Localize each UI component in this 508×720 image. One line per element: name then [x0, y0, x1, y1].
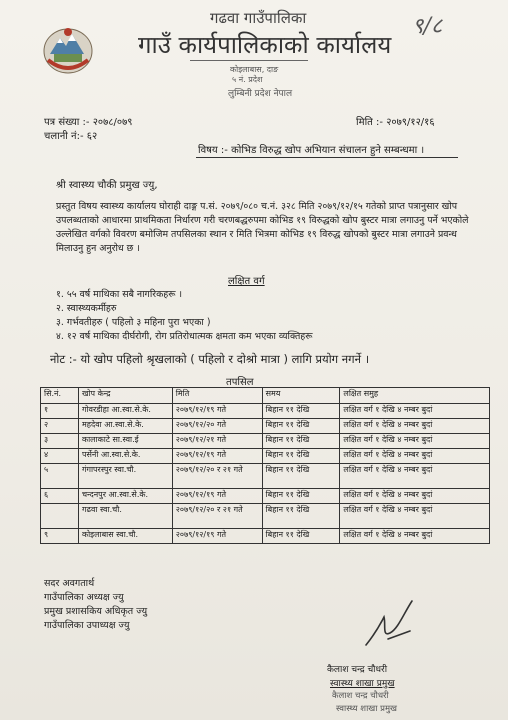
- cc-item: गाउँपालिका अध्यक्ष ज्यु: [44, 592, 124, 603]
- table-cell: ३: [41, 434, 79, 449]
- column-header: लक्षित समुह: [340, 388, 490, 404]
- column-header: मिति: [172, 388, 262, 404]
- subject-line: विषय :- कोभिड विरुद्ध खोप अभियान संचालन हुने सम्बन्धमा ।: [198, 145, 425, 156]
- table-cell: लक्षित वर्ग १ देखि ४ नम्बर बुदां: [340, 504, 490, 529]
- letter-number: पत्र संख्या :- २०७८/०७९: [44, 117, 133, 128]
- table-cell: बिहान ११ देखि: [262, 449, 340, 464]
- cc-block: [44, 577, 147, 633]
- table-cell: लक्षित वर्ग १ देखि ४ नम्बर बुदां: [340, 489, 490, 504]
- table-cell: लक्षित वर्ग १ देखि ४ नम्बर बुदां: [340, 464, 490, 489]
- table-row: [41, 464, 490, 489]
- table-cell: बिहान ११ देखि: [262, 404, 340, 419]
- table-cell: चन्दनपुर आ.स्वा.से.के.: [78, 489, 172, 504]
- header-divider: [190, 60, 308, 61]
- cc-heading: सदर अवगतार्थ: [44, 578, 95, 589]
- table-cell: बिहान ११ देखि: [262, 464, 340, 489]
- nepal-emblem-icon: [40, 24, 96, 76]
- table-header-row: [41, 388, 490, 404]
- body-paragraph: प्रस्तुत विषय स्वास्थ्य कार्यालय घोराही दाङ्ग प.सं. २०७९/०८० च.नं. ३२८ मिति २०७९/१२/१५ गतेको प्राप्त पत्रानुसार खोप उपलब्धताको आधारमा प्राथमिकता निर्धारण गरी चरणबद्धरुपमा कोभिड १९ विरुद्धको खोप बुस्टर मात्रा लगाउनु पर्ने भएकोले उल्लेखित वर्गको विवरण बमोजिम तपसिलका स्थान र मिति भित्रमा कोभिड १९ विरुद्ध खोपको बुस्टर मात्रा लगाउने प्रवन्ध मिलाउनु हुन अनुरोध छ ।: [56, 201, 469, 254]
- table-row: [41, 404, 490, 419]
- table-row: [41, 434, 490, 449]
- table-cell: ५: [41, 464, 79, 489]
- column-header: खोप केन्द्र: [78, 388, 172, 404]
- signatory-role: स्वास्थ्य शाखा प्रमुख: [330, 679, 395, 689]
- table-cell: ९: [41, 529, 79, 544]
- table-cell: कालाकाटे सा.स्वा.ई: [78, 434, 172, 449]
- column-header: समय: [262, 388, 340, 404]
- cc-item: गाउँपालिका उपाध्यक्ष ज्यु: [44, 620, 130, 631]
- table-cell: कोइलाबास स्वा.चौ.: [78, 529, 172, 544]
- office-name-line2: गाउँ कार्यपालिकाको कार्यालय: [138, 31, 392, 59]
- table-row: [41, 489, 490, 504]
- office-address-2: ५ नं. प्रदेश: [232, 75, 263, 84]
- dispatch-number: चलानी नं:- ६२: [44, 131, 98, 142]
- subject-underline: [196, 157, 458, 158]
- table-cell: २: [41, 419, 79, 434]
- office-address-3: लुम्बिनी प्रदेश नेपाल: [228, 89, 293, 99]
- list-item: ३. गर्भवतीहरु ( पहिलो ३ महिना पुरा भएका ): [56, 317, 211, 328]
- table-cell: लक्षित वर्ग १ देखि ४ नम्बर बुदां: [340, 404, 490, 419]
- table-cell: बिहान ११ देखि: [262, 419, 340, 434]
- table-cell: [41, 504, 79, 529]
- table-row: [41, 449, 490, 464]
- table-cell: २०७९/१२/१९ गते: [172, 449, 262, 464]
- table-cell: १: [41, 404, 79, 419]
- office-address-1: कोइलाबास, दाङ: [230, 65, 279, 74]
- table-cell: बिहान ११ देखि: [262, 504, 340, 529]
- stamp-role: स्वास्थ्य शाखा प्रमुख: [336, 704, 397, 714]
- table-cell: ४: [41, 449, 79, 464]
- list-item: २. स्वास्थ्यकर्मीहरु: [56, 303, 117, 314]
- table-cell: गढवा स्वा.चौ.: [78, 504, 172, 529]
- cc-item: प्रमुख प्रशासकिय अधिकृत ज्यु: [44, 606, 148, 617]
- handwritten-mark: ९/८: [412, 14, 443, 39]
- table-cell: महदेवा आ.स्वा.से.के.: [78, 419, 172, 434]
- table-cell: २०७९/१२/२० र २१ गते: [172, 504, 262, 529]
- table-cell: लक्षित वर्ग १ देखि ४ नम्बर बुदां: [340, 529, 490, 544]
- table-cell: लक्षित वर्ग १ देखि ४ नम्बर बुदां: [340, 419, 490, 434]
- table-cell: २०७९/१२/२१ गते: [172, 434, 262, 449]
- list-item: १. ५५ वर्ष माथिका सबै नागरिकहरू ।: [56, 289, 183, 300]
- table-cell: ६: [41, 489, 79, 504]
- target-group-list: [56, 288, 313, 344]
- table-cell: बिहान ११ देखि: [262, 529, 340, 544]
- table-cell: गंगापरस्पुर स्वा.चौ.: [78, 464, 172, 489]
- table-cell: पर्सेनी आ.स्वा.से.के.: [78, 449, 172, 464]
- table-cell: गोवरडीहा आ.स्वा.से.के.: [78, 404, 172, 419]
- table-row: [41, 419, 490, 434]
- handwritten-signature: [360, 595, 420, 653]
- list-item: ४. १२ वर्ष माथिका दीर्घरोगी, रोग प्रतिरोधात्मक क्षमता कम भएका व्यक्तिहरू: [56, 331, 313, 342]
- vaccination-schedule-table: [40, 387, 490, 544]
- table-cell: २०७९/१२/१९ गते: [172, 404, 262, 419]
- stamp-name: कैलाश चन्द्र चौधरी: [332, 691, 389, 701]
- table-row: [41, 504, 490, 529]
- table-row: [41, 529, 490, 544]
- table-cell: २०७९/१२/२० र २१ गते: [172, 464, 262, 489]
- table-cell: २०७९/१२/२० गते: [172, 419, 262, 434]
- target-group-heading: लक्षित वर्ग: [228, 276, 265, 287]
- table-cell: बिहान ११ देखि: [262, 434, 340, 449]
- column-header: सि.नं.: [41, 388, 79, 404]
- table-cell: २०७९/१२/१९ गते: [172, 489, 262, 504]
- salutation: श्री स्वास्थ्य चौकी प्रमुख ज्यु,: [56, 180, 158, 191]
- table-title: तपसिल: [226, 377, 254, 388]
- note-line: नोट :- यो खोप पहिलो श्रृखलाको ( पहिलो र दोश्रो मात्रा ) लागि प्रयोग नगर्ने ।: [50, 352, 370, 366]
- signatory-name: कैलाश चन्द्र चौधरी: [327, 665, 388, 675]
- office-name-line1: गढवा गाउँपालिका: [210, 9, 307, 27]
- letter-date: मिति :- २०७९/१२/१६: [356, 117, 435, 128]
- table-cell: २०७९/१२/१९ गते: [172, 529, 262, 544]
- table-cell: बिहान ११ देखि: [262, 489, 340, 504]
- table-cell: लक्षित वर्ग १ देखि ४ नम्बर बुदां: [340, 434, 490, 449]
- table-cell: लक्षित वर्ग १ देखि ४ नम्बर बुदां: [340, 449, 490, 464]
